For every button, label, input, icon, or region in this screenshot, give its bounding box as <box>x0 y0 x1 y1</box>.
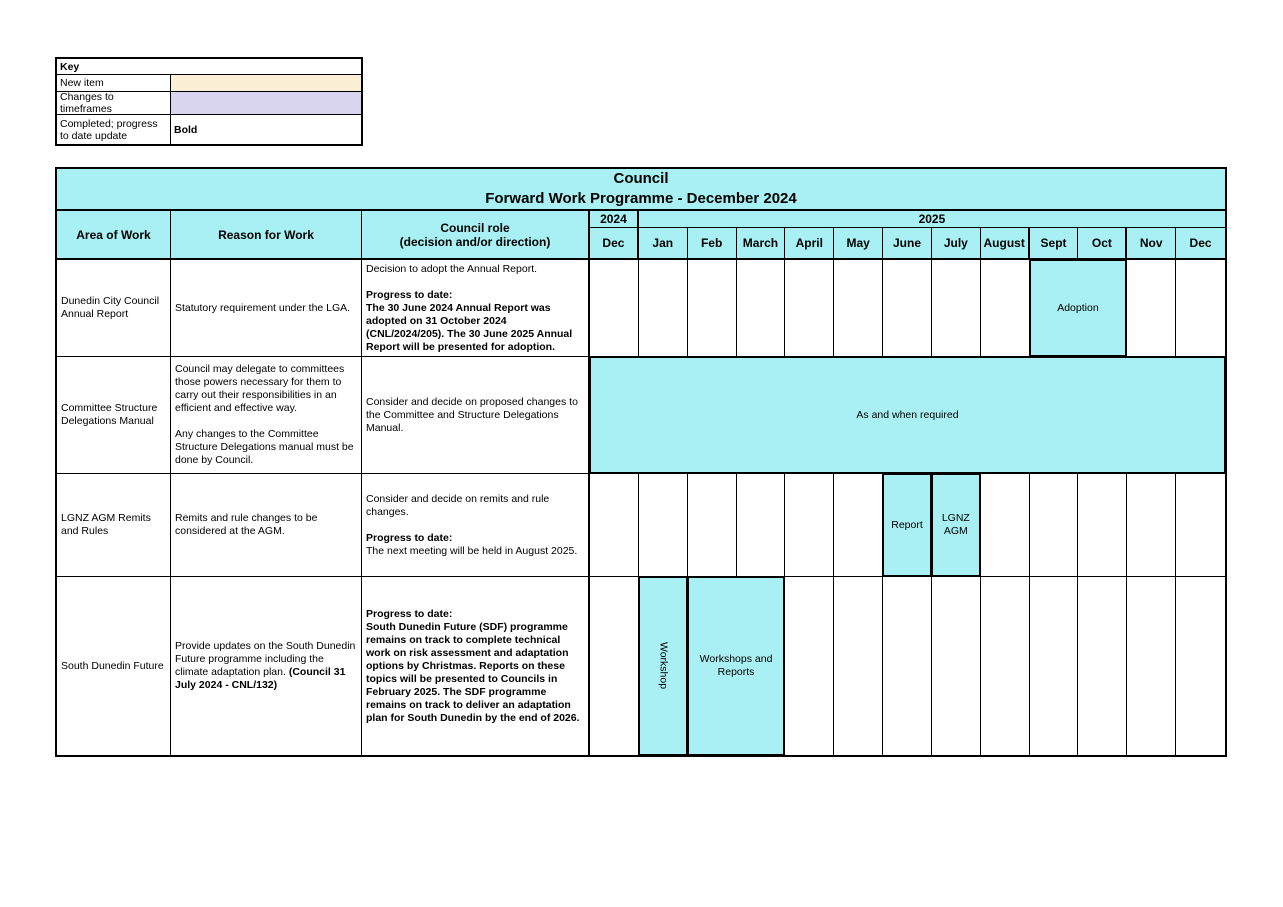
marker-workshops-and-reports: Workshops and Reports <box>688 577 786 755</box>
progress-label: Progress to date: <box>366 607 453 620</box>
month-cell <box>639 474 688 577</box>
month-cell <box>688 260 737 357</box>
month-cell <box>834 577 883 755</box>
reason-cell: Statutory requirement under the LGA. <box>171 260 362 357</box>
month-header-feb: Feb <box>688 228 737 260</box>
month-cell <box>785 260 834 357</box>
month-cell <box>981 260 1030 357</box>
reason-cell <box>171 357 362 474</box>
role-intro: Decision to adopt the Annual Report. <box>366 262 538 275</box>
marker-adoption: Adoption <box>1030 260 1128 357</box>
header-council-role-line-2: (decision and/or direction) <box>399 234 551 249</box>
area-cell: South Dunedin Future <box>57 577 171 755</box>
month-cell <box>1127 577 1176 755</box>
month-cell <box>590 474 639 577</box>
table-title-line-1: Council <box>613 170 669 187</box>
month-cell <box>834 474 883 577</box>
area-cell: LGNZ AGM Remits and Rules <box>57 474 171 577</box>
reason-paragraph-1: Council may delegate to committees those powers necessary for them to carry out their responsibilities in an efficient and effective way. <box>175 363 345 414</box>
marker-workshop: Workshop <box>639 577 688 755</box>
header-reason-for-work: Reason for Work <box>171 211 362 260</box>
month-cell <box>834 260 883 357</box>
month-cell <box>1078 577 1127 755</box>
month-cell <box>981 474 1030 577</box>
month-cell <box>1078 474 1127 577</box>
month-cell <box>981 577 1030 755</box>
month-header-sept: Sept <box>1030 228 1079 260</box>
progress-text: The 30 June 2024 Annual Report was adopted on 31 October 2024 (CNL/2024/205). The 30 June 2025 Annual Report will be presented for adoption. <box>366 301 573 353</box>
key-swatch-new-item <box>171 75 361 92</box>
month-header-july: July <box>932 228 981 260</box>
month-cell <box>1176 577 1225 755</box>
month-header-may: May <box>834 228 883 260</box>
month-cell <box>688 474 737 577</box>
month-cell <box>737 260 786 357</box>
month-header-dec-2024: Dec <box>590 228 639 260</box>
reason-normal-text: Provide updates on the South Dunedin Future programme including the climate adaptation plan. <box>175 640 356 678</box>
month-header-oct: Oct <box>1078 228 1127 260</box>
header-area-of-work: Area of Work <box>57 211 171 260</box>
marker-lgnz-agm: LGNZ AGM <box>932 474 981 577</box>
month-cell <box>883 260 932 357</box>
role-cell <box>362 260 590 357</box>
month-cell <box>1176 260 1225 357</box>
progress-text: The next meeting will be held in August 2025. <box>366 544 578 557</box>
header-year-2024: 2024 <box>590 211 639 228</box>
month-header-april: April <box>785 228 834 260</box>
reason-cell <box>171 577 362 755</box>
month-cell <box>883 577 932 755</box>
month-cell <box>785 577 834 755</box>
role-cell: Consider and decide on proposed changes to the Committee and Structure Delegations Manual. <box>362 357 590 474</box>
area-cell: Committee Structure Delegations Manual <box>57 357 171 474</box>
month-cell <box>590 260 639 357</box>
progress-text: South Dunedin Future (SDF) programme remains on track to complete technical work on risk assessment and adaptation options by Christmas. Reports on these topics will be presented to Councils in February 2025. The SDF programme remains on track to deliver an adaptation plan for South Dunedin by the end of 2026. <box>366 620 580 724</box>
role-cell <box>362 577 590 755</box>
month-header-august: August <box>981 228 1030 260</box>
key-title: Key <box>57 59 361 75</box>
month-cell <box>785 474 834 577</box>
month-header-june: June <box>883 228 932 260</box>
month-header-dec-2025: Dec <box>1176 228 1225 260</box>
role-intro: Consider and decide on remits and rule changes. <box>366 492 550 518</box>
month-cell <box>1030 577 1079 755</box>
month-cell <box>737 474 786 577</box>
month-cell <box>1030 474 1079 577</box>
table-title <box>57 169 1225 211</box>
month-header-nov: Nov <box>1127 228 1176 260</box>
month-cell <box>932 260 981 357</box>
key-table <box>55 57 363 146</box>
month-header-jan: Jan <box>639 228 688 260</box>
forward-work-programme-table <box>55 167 1227 757</box>
progress-label: Progress to date: <box>366 288 453 301</box>
key-label-changes-to-timeframes: Changes to timeframes <box>57 92 171 115</box>
reason-bold-text: (Council 31 July 2024 - CNL/132) <box>175 666 346 691</box>
month-cell <box>1176 474 1225 577</box>
header-council-role <box>362 211 590 260</box>
key-value-bold: Bold <box>174 123 198 136</box>
key-label-completed: Completed; progress to date update <box>57 115 171 144</box>
reason-paragraph-2: Any changes to the Committee Structure Delegations manual must be done by Council. <box>175 428 354 466</box>
marker-report: Report <box>883 474 932 577</box>
marker-as-and-when-required: As and when required <box>590 357 1225 474</box>
table-title-line-2: Forward Work Programme - December 2024 <box>485 190 797 207</box>
month-cell <box>590 577 639 755</box>
month-cell <box>1127 474 1176 577</box>
key-swatch-changes-to-timeframes <box>171 92 361 115</box>
header-council-role-line-1: Council role <box>440 220 510 235</box>
key-label-new-item: New item <box>57 75 171 92</box>
month-header-march: March <box>737 228 786 260</box>
reason-mixed-text <box>175 640 357 692</box>
month-cell <box>639 260 688 357</box>
month-cell <box>1127 260 1176 357</box>
reason-cell: Remits and rule changes to be considered at the AGM. <box>171 474 362 577</box>
role-cell <box>362 474 590 577</box>
header-year-2025: 2025 <box>639 211 1225 228</box>
area-cell: Dunedin City Council Annual Report <box>57 260 171 357</box>
progress-label: Progress to date: <box>366 531 453 544</box>
month-cell <box>932 577 981 755</box>
